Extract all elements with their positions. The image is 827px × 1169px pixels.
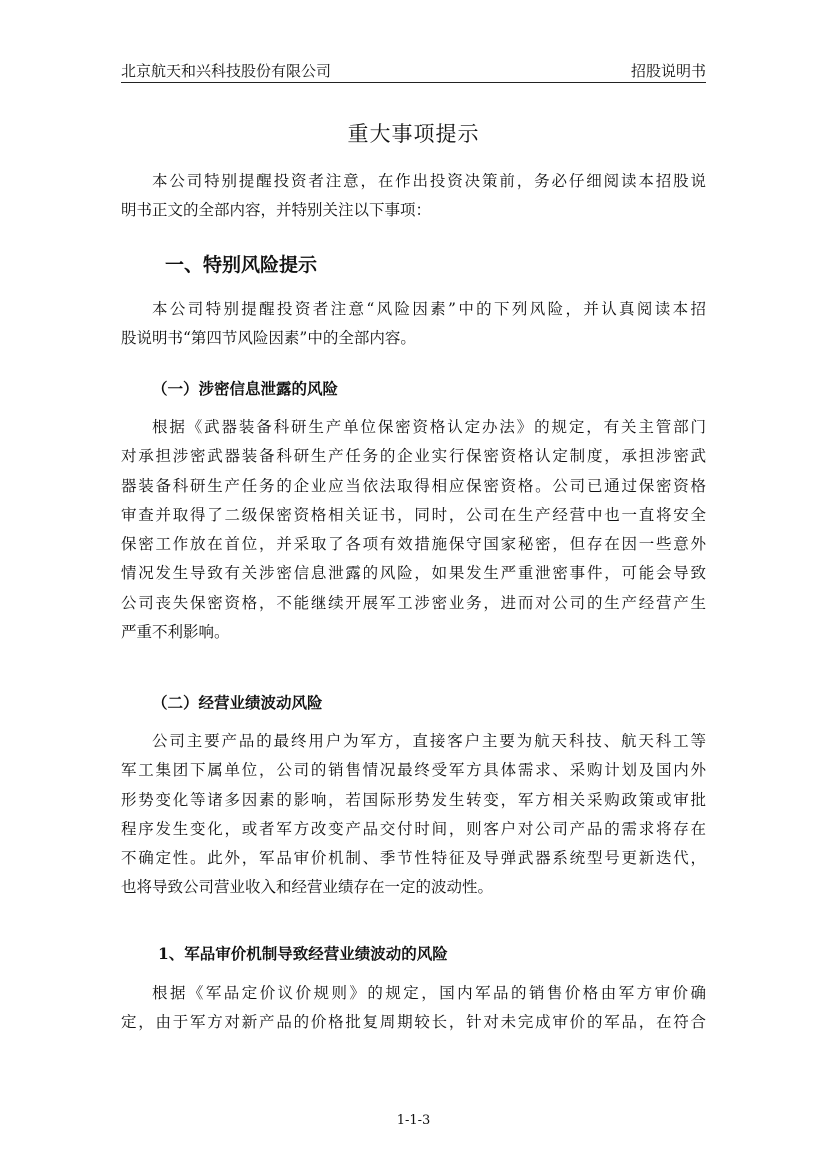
- section1-paragraph: [121, 295, 706, 354]
- text-line: 保密工作放在首位，并采取了各项有效措施保守国家秘密，但存在因一些意外: [121, 535, 706, 554]
- subsection2-paragraph: [121, 727, 706, 903]
- text-line: 本公司特别提醒投资者注意“风险因素”中的下列风险，并认真阅读本招: [152, 300, 706, 318]
- text-line: 情况发生导致有关涉密信息泄露的风险，如果发生严重泄密事件，可能会导致: [121, 564, 706, 583]
- text-line: 军工集团下属单位，公司的销售情况最终受军方具体需求、采购计划及国内外: [121, 761, 706, 780]
- subsection2-1-paragraph: [121, 979, 706, 1038]
- subsection-heading-performance-volatility: （二）经营业绩波动风险: [152, 693, 323, 712]
- text-line: 不确定性。此外，军品审价机制、季节性特征及导弹武器系统型号更新迭代，: [121, 849, 706, 868]
- text-line: 本公司特别提醒投资者注意，在作出投资决策前，务必仔细阅读本招股说: [152, 172, 706, 190]
- header-document-type: 招股说明书: [630, 62, 706, 80]
- text-line: 根据《武器装备科研生产单位保密资格认定办法》的规定，有关主管部门: [152, 418, 706, 436]
- subsection1-paragraph: [121, 413, 706, 647]
- text-line: 定，由于军方对新产品的价格批复周期较长，针对未完成审价的军品，在符合: [121, 1013, 706, 1032]
- page-title: 重大事项提示: [347, 122, 480, 146]
- intro-paragraph: [121, 167, 706, 226]
- text-line: 严重不利影响。: [121, 623, 230, 642]
- subsection-heading-confidential-info: （一）涉密信息泄露的风险: [152, 379, 339, 398]
- text-line: 公司丧失保密资格，不能继续开展军工涉密业务，进而对公司的生产经营产生: [121, 593, 706, 612]
- text-line: 公司主要产品的最终用户为军方，直接客户主要为航天科技、航天科工等: [152, 732, 706, 750]
- text-line: 形势变化等诸多因素的影响，若国际形势发生转变，军方相关采购政策或审批: [121, 790, 706, 809]
- text-line: 根据《军品定价议价规则》的规定，国内军品的销售价格由军方审价确: [152, 984, 706, 1002]
- text-line: 程序发生变化，或者军方改变产品交付时间，则客户对公司产品的需求将存在: [121, 819, 706, 838]
- header-company-name: 北京航天和兴科技股份有限公司: [121, 62, 332, 80]
- page-number: 1-1-3: [396, 1113, 431, 1128]
- text-line: 对承担涉密武器装备科研生产任务的企业实行保密资格认定制度，承担涉密武: [121, 447, 706, 466]
- text-line: 股说明书“第四节风险因素”中的全部内容。: [121, 329, 416, 348]
- page-header: [121, 58, 706, 83]
- text-line: 明书正文的全部内容，并特别关注以下事项：: [121, 201, 432, 220]
- text-line: 审查并取得了二级保密资格相关证书，同时，公司在生产经营中也一直将安全: [121, 505, 706, 524]
- subsection-heading-pricing-mechanism: 1、军品审价机制导致经营业绩波动的风险: [158, 944, 448, 963]
- text-line: 也将导致公司营业收入和经营业绩存在一定的波动性。: [121, 878, 494, 897]
- text-line: 器装备科研生产任务的企业应当依法取得相应保密资格。公司已通过保密资格: [121, 476, 706, 495]
- section-heading-special-risks: 一、特别风险提示: [165, 254, 318, 276]
